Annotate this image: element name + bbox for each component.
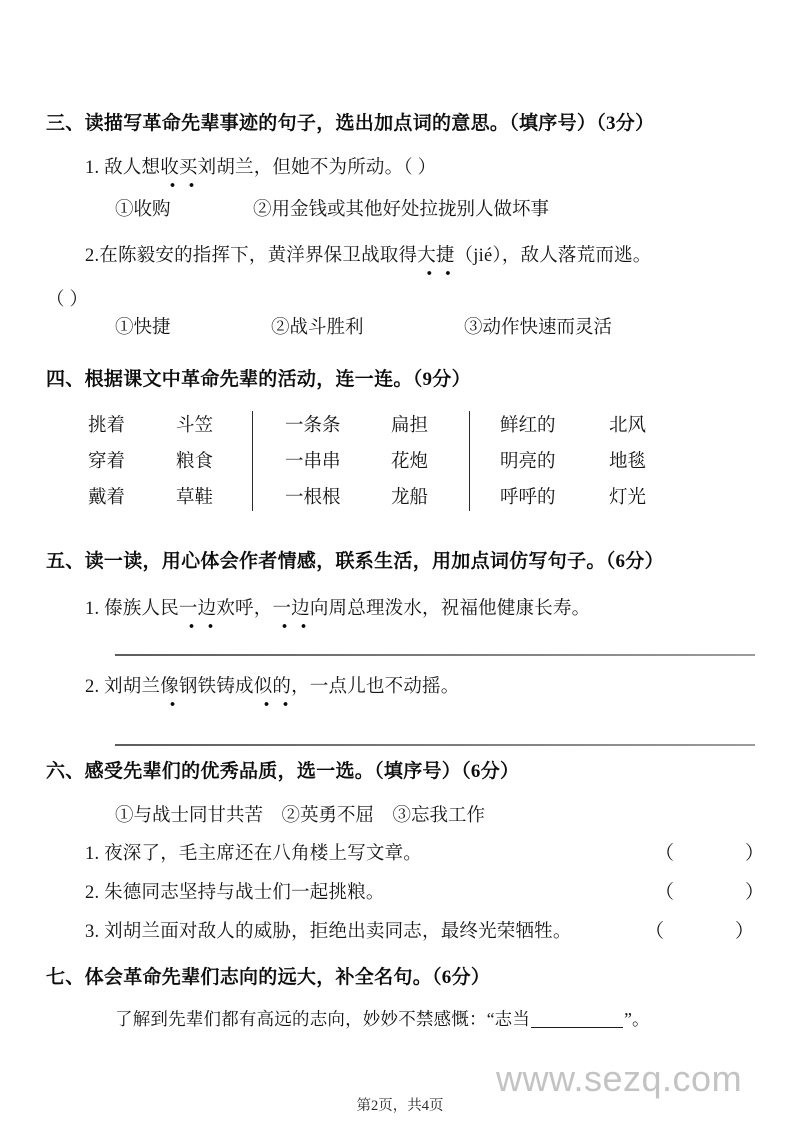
section-3-q2-option-3[interactable]: ③动作快速而灵活 (464, 318, 613, 338)
section-3-q2-option-2[interactable]: ②战斗胜利 (271, 318, 364, 338)
question-number: 1. (85, 844, 100, 864)
matching-grid (46, 408, 746, 516)
section-3-heading: 三、读描写革命先辈事迹的句子，选出加点词的意思。（填序号）（3分） (46, 113, 655, 134)
text-part-a: 刘胡兰 (104, 677, 161, 697)
section-3-q2-option-1[interactable]: ①快捷 (115, 318, 171, 338)
section-3-q1-option-2[interactable]: ②用金钱或其他好处拉拢别人做坏事 (253, 200, 550, 220)
question-text-before: 敌人想 (104, 158, 161, 178)
section-5-question-2 (85, 672, 459, 698)
emphasis-word-xiang: 像 (160, 677, 179, 697)
section-5-question-1 (85, 594, 590, 620)
site-watermark: www.sezq.com (496, 1058, 743, 1099)
answer-rule-1[interactable] (115, 654, 755, 656)
emphasis-word-shoumai: 收买 (160, 158, 198, 178)
answer-rule-2[interactable] (115, 744, 755, 746)
match-item[interactable]: 灯光 (609, 488, 647, 508)
match-item[interactable]: 一串串 (285, 452, 341, 472)
matching-separator-2 (469, 411, 470, 511)
section-7-body (115, 1006, 650, 1031)
question-number: 2. (85, 677, 100, 697)
question-text-after: 刘胡兰，但她不为所动。（ ） (197, 158, 437, 178)
body-text-before: 了解到先辈们都有高远的志向，妙妙不禁感慨：“志当 (115, 1009, 531, 1029)
question-number: 1. (85, 599, 100, 619)
match-item[interactable]: 穿着 (88, 452, 126, 472)
match-item[interactable]: 草鞋 (176, 488, 214, 508)
match-item[interactable]: 斗笠 (176, 416, 214, 436)
section-5-heading: 五、读一读，用心体会作者情感，联系生活，用加点词仿写句子。（6分） (46, 551, 664, 572)
section-4-heading: 四、根据课文中革命先辈的活动，连一连。（9分） (46, 369, 471, 390)
question-text: 朱德同志坚持与战士们一起挑粮。 (104, 883, 385, 903)
match-item[interactable]: 粮食 (176, 452, 214, 472)
match-item[interactable]: 花炮 (391, 452, 429, 472)
fill-in-blank[interactable] (531, 1027, 623, 1028)
match-group-3-right-column (609, 408, 646, 516)
section-6-answer-box-1[interactable]: （ ） (655, 843, 791, 864)
question-text: 刘胡兰面对敌人的威胁，拒绝出卖同志，最终光荣牺牲。 (104, 922, 572, 942)
match-group-1-right-column (176, 408, 213, 516)
question-text-after: （jié），敌人落荒而逃。 (454, 246, 652, 266)
emphasis-word-yibian-2: 一边 (272, 599, 310, 619)
emphasis-word-yibian-1: 一边 (178, 599, 217, 619)
section-3-question-2 (85, 241, 651, 267)
text-part-c: ，一点儿也不动摇。 (291, 677, 460, 697)
match-group-2-right-column (391, 408, 428, 516)
section-7-heading: 七、体会革命先辈们志向的远大，补全名句。（6分） (46, 967, 491, 988)
section-6-options-line[interactable]: ①与战士同甘共苦 ②英勇不屈 ③忘我工作 (115, 806, 486, 826)
match-item[interactable]: 一条条 (285, 416, 341, 436)
section-3-question-1 (85, 153, 436, 179)
section-6-item-2 (85, 878, 385, 904)
section-3-q1-option-1[interactable]: ①收购 (115, 200, 171, 220)
match-item[interactable]: 一根根 (285, 488, 341, 508)
match-item[interactable]: 地毯 (609, 452, 647, 472)
section-6-item-1 (85, 839, 422, 865)
section-6-item-3 (85, 917, 572, 943)
emphasis-word-dajie: 大捷 (417, 246, 455, 266)
question-text: 夜深了，毛主席还在八角楼上写文章。 (104, 844, 423, 864)
match-group-3-left-column (500, 408, 556, 516)
text-part-c: 向周总理泼水，祝福他健康长寿。 (309, 599, 591, 619)
match-item[interactable]: 明亮的 (500, 452, 556, 472)
emphasis-word-shide: 似的 (253, 677, 292, 697)
question-number: 1. (85, 158, 100, 178)
match-item[interactable]: 挑着 (88, 416, 126, 436)
section-6-answer-box-3[interactable]: （ ） (645, 921, 781, 942)
match-group-2-left-column (285, 408, 341, 516)
match-item[interactable]: 戴着 (88, 488, 126, 508)
match-item[interactable]: 扁担 (391, 416, 429, 436)
section-6-heading: 六、感受先辈们的优秀品质，选一选。（填序号）（6分） (46, 761, 520, 782)
question-number: 3. (85, 922, 100, 942)
question-text-before: 在陈毅安的指挥下，黄洋界保卫战取得 (99, 246, 418, 266)
match-item[interactable]: 鲜红的 (500, 416, 556, 436)
text-part-b: 钢铁铸成 (178, 677, 254, 697)
question-number: 2. (85, 246, 100, 266)
matching-separator-1 (252, 411, 253, 511)
match-item[interactable]: 龙船 (391, 488, 429, 508)
section-3-q2-answer-box[interactable]: （ ） (46, 290, 89, 310)
question-number: 2. (85, 883, 100, 903)
match-group-1-left-column (88, 408, 125, 516)
match-item[interactable]: 北风 (609, 416, 647, 436)
section-6-answer-box-2[interactable]: （ ） (655, 882, 791, 903)
body-text-after: ”。 (624, 1009, 650, 1029)
page-footer: 第2页，共4页 (356, 1098, 444, 1114)
text-part-a: 傣族人民 (104, 599, 179, 619)
match-item[interactable]: 呼呼的 (500, 488, 556, 508)
text-part-b: 欢呼， (216, 599, 273, 619)
